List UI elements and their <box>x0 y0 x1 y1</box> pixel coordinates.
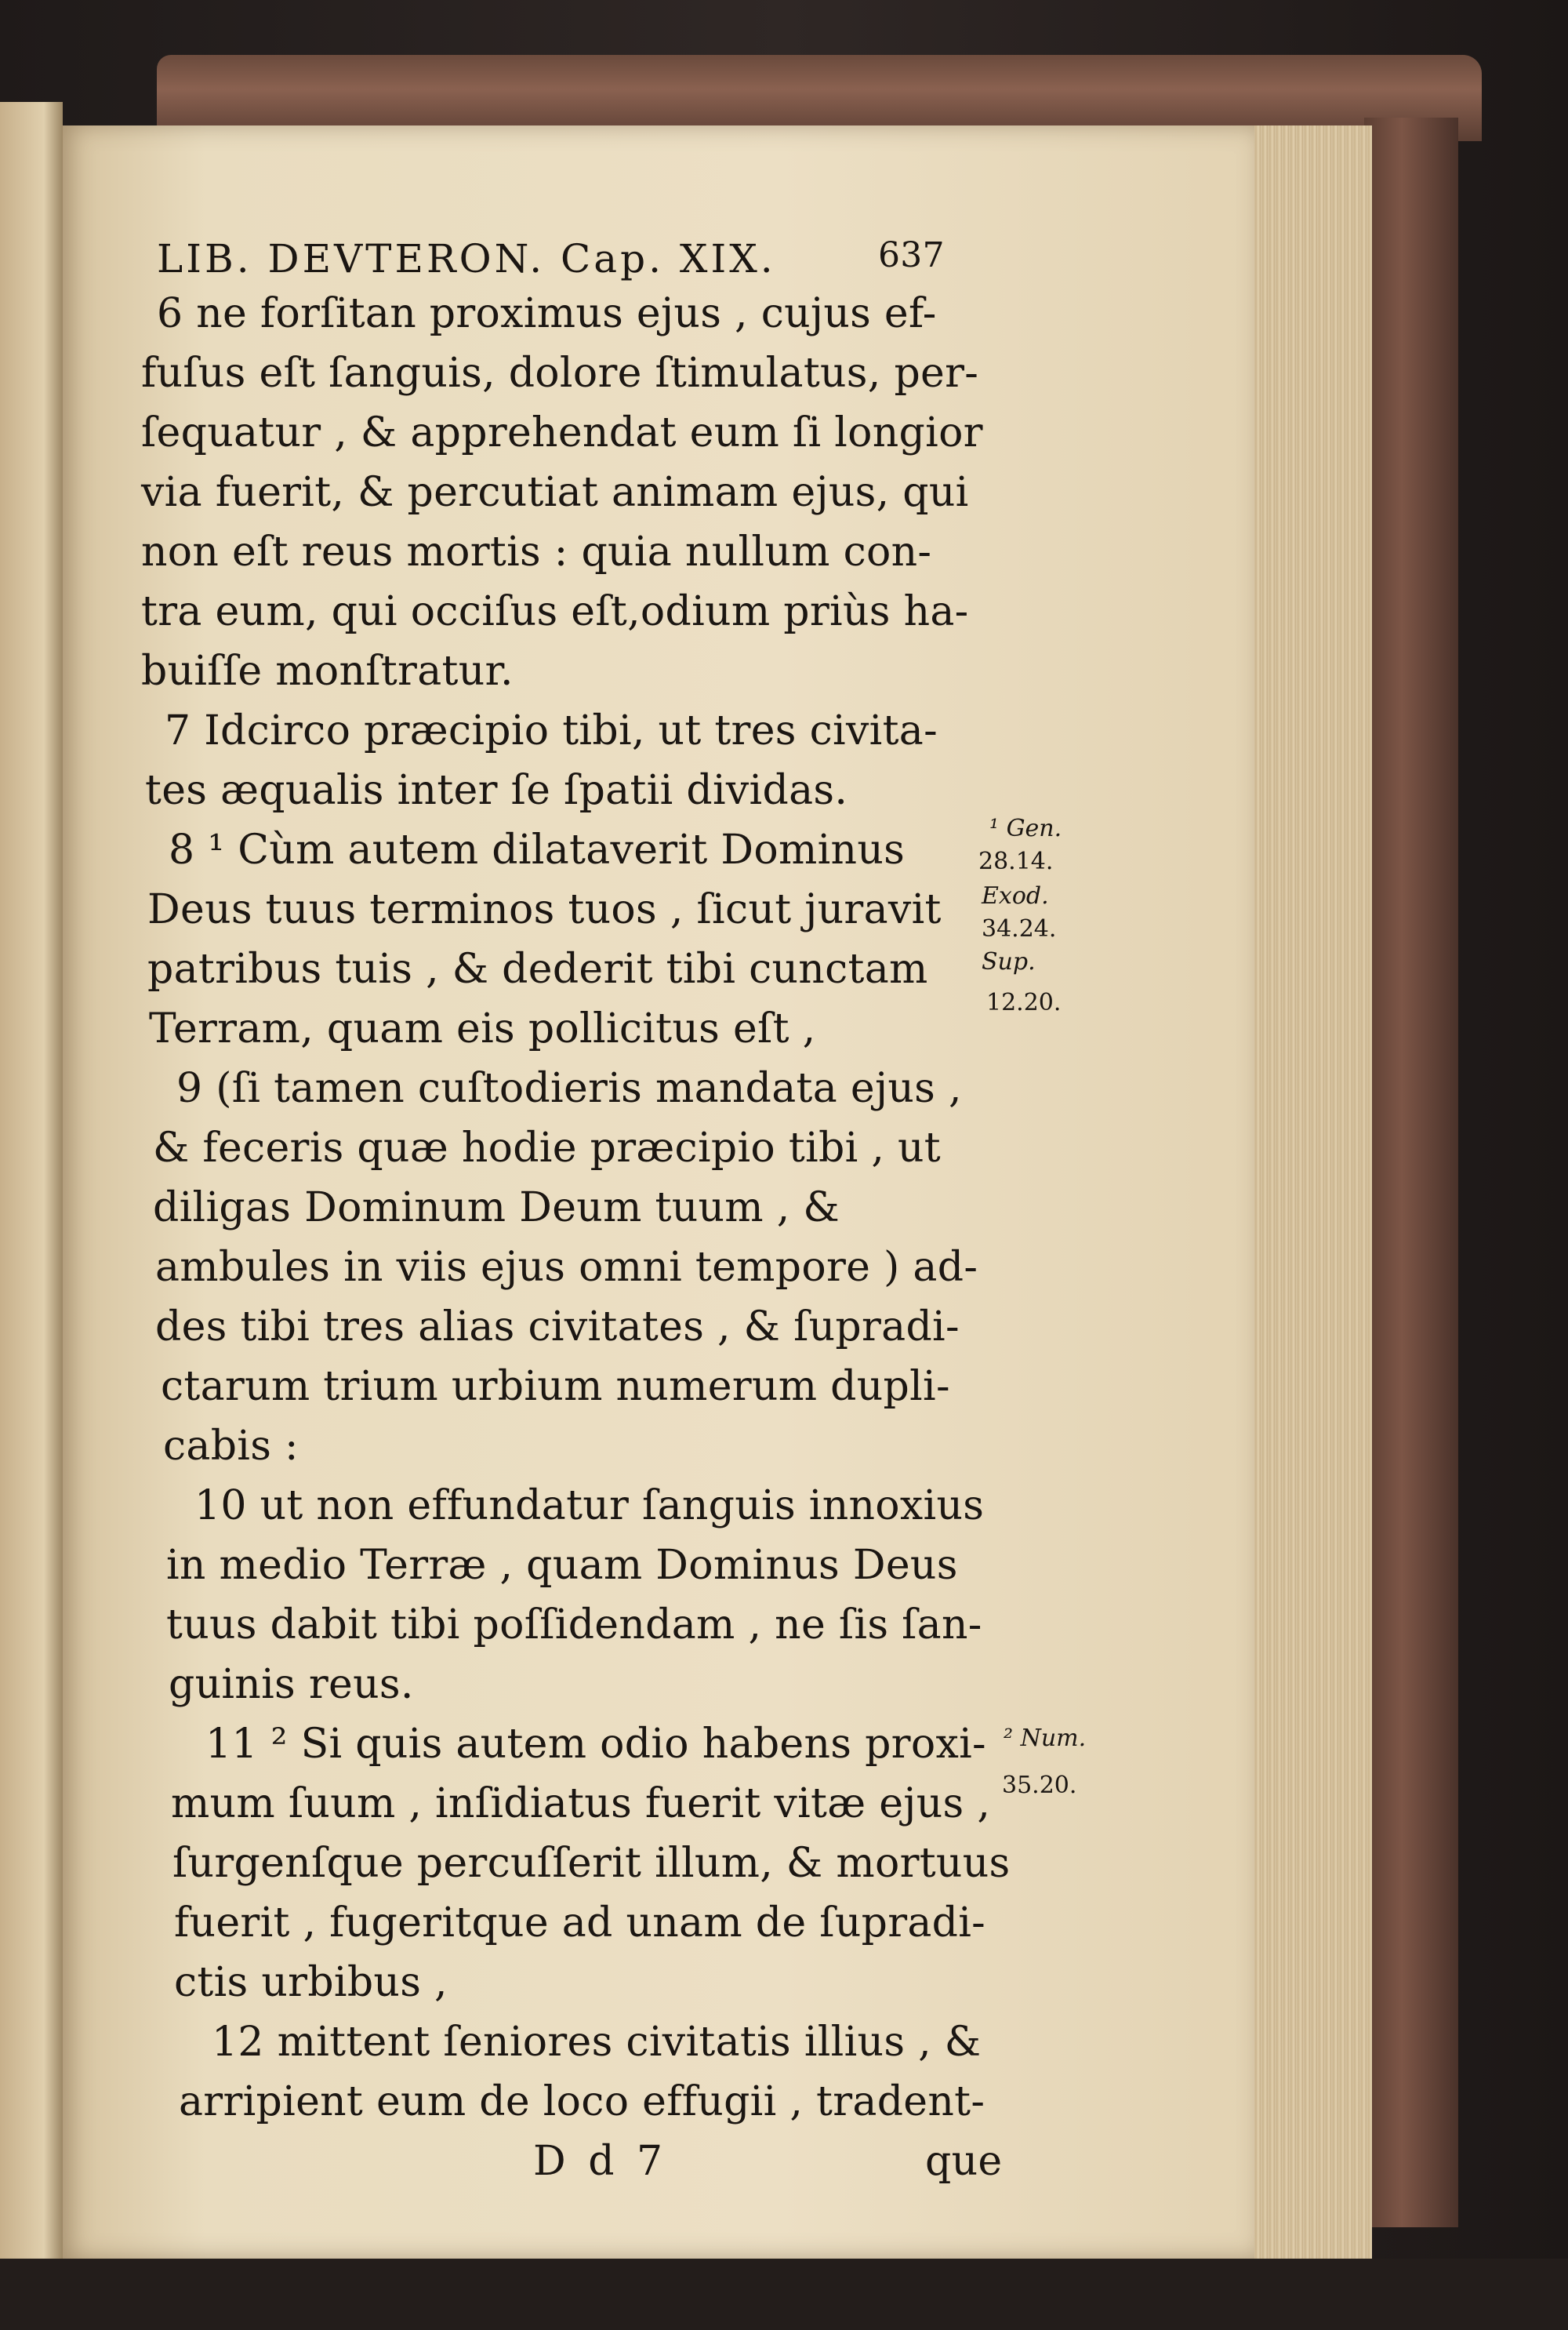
text-line: fuſus eſt ſanguis, dolore ſtimulatus, per- <box>141 350 979 397</box>
text-line: in medio Terræ , quam Dominus Deus <box>166 1542 958 1589</box>
text-line: 7 Idcirco præcipio tibi, ut tres civita- <box>165 707 938 754</box>
signature-mark: D d 7 <box>533 2138 668 2185</box>
text-line: mum ſuum , inſidiatus fuerit vitæ ejus , <box>171 1780 991 1827</box>
text-line: tes æqualis inter ſe ſpatii dividas. <box>145 767 848 814</box>
text-line: 9 (ſi tamen cuſtodieris mandata ejus , <box>176 1065 962 1112</box>
margin-note: Exod. <box>982 882 1049 910</box>
margin-note: 12.20. <box>986 989 1062 1016</box>
text-line: 12 mittent ſeniores civitatis illius , & <box>212 2019 982 2066</box>
text-line: patribus tuis , & dederit tibi cunctam <box>147 946 928 993</box>
book-cover-right <box>1364 118 1458 2227</box>
text-line: & feceris quæ hodie præcipio tibi , ut <box>153 1125 941 1172</box>
margin-note: ² Num. <box>1004 1725 1087 1752</box>
margin-note: ¹ Gen. <box>989 815 1062 842</box>
running-title: LIB. DEVTERON. Cap. XIX. <box>157 236 776 282</box>
margin-note: 34.24. <box>982 915 1057 943</box>
margin-note: 35.20. <box>1002 1772 1077 1799</box>
text-line: Terram, quam eis pollicitus eſt , <box>149 1005 816 1052</box>
catchword: que <box>925 2138 1003 2185</box>
text-line: arripient eum de loco effugii , tradent- <box>179 2078 985 2125</box>
page-number: 637 <box>878 235 945 275</box>
text-line: ambules in viis ejus omni tempore ) ad- <box>155 1244 978 1291</box>
text-line: des tibi tres alias civitates , & ſupradi- <box>155 1303 960 1350</box>
bottom-shadow <box>0 2259 1568 2330</box>
text-line: ctarum trium urbium numerum dupli- <box>161 1363 950 1410</box>
text-line: 10 ut non effundatur ſanguis innoxius <box>194 1482 985 1529</box>
text-line: tuus dabit tibi poſſidendam , ne ſis ſan- <box>166 1601 982 1648</box>
text-line: non eſt reus mortis : quia nullum con- <box>141 529 932 576</box>
text-line: tra eum, qui occiſus eſt,odium priùs ha- <box>141 588 969 635</box>
margin-note: Sup. <box>982 948 1036 976</box>
text-line: Deus tuus terminos tuos , ſicut juravit <box>147 886 942 933</box>
page-edges <box>1247 125 1372 2259</box>
margin-note: 28.14. <box>978 848 1054 875</box>
text-line: 6 ne forſitan proximus ejus , cujus ef- <box>157 290 937 337</box>
text-line: fuerit , fugeritque ad unam de ſupradi- <box>174 1899 986 1947</box>
text-line: buiſſe monſtratur. <box>141 648 514 695</box>
text-line: cabis : <box>163 1423 299 1470</box>
text-line: diligas Dominum Deum tuum , & <box>153 1184 840 1231</box>
text-line: ſurgenſque percuſſerit illum, & mortuus <box>172 1840 1011 1887</box>
text-line: via fuerit, & percutiat animam ejus, qui <box>141 469 969 516</box>
text-line: 8 ¹ Cùm autem dilataverit Dominus <box>169 827 906 874</box>
text-line: ſequatur , & apprehendat eum ſi longior <box>141 409 983 456</box>
text-line: guinis reus. <box>169 1661 414 1708</box>
text-line: ctis urbibus , <box>174 1959 448 2006</box>
text-line: 11 ² Si quis autem odio habens proxi- <box>205 1721 986 1768</box>
left-page-edge <box>0 102 63 2329</box>
